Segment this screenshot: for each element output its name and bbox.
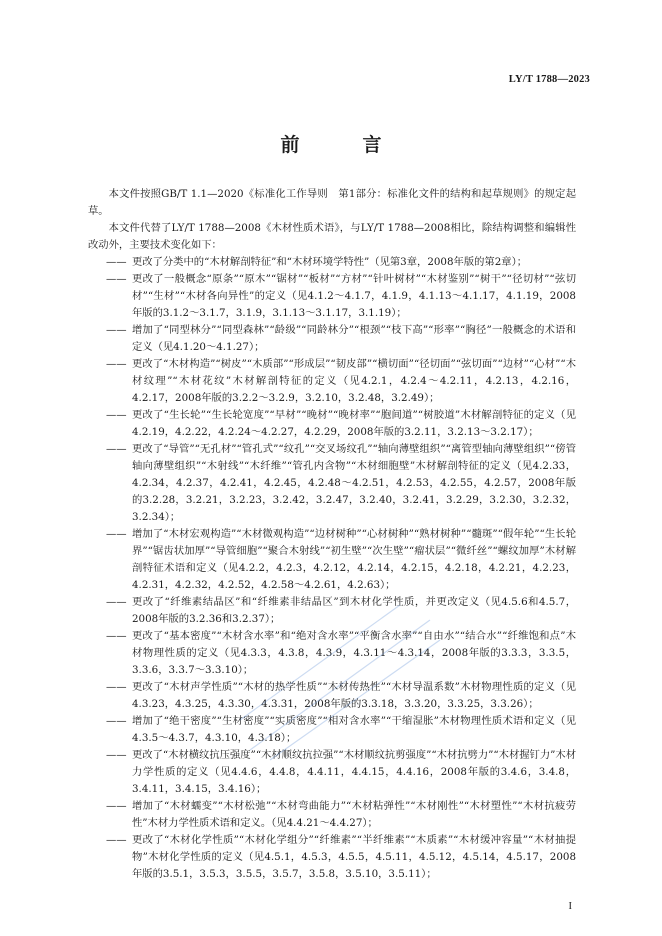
page-title: 前 言 [280, 134, 404, 156]
dash-marker: —— [106, 443, 127, 455]
dash-marker: —— [106, 834, 127, 846]
dash-marker: —— [106, 324, 127, 336]
dash-marker: —— [106, 749, 127, 761]
change-item [88, 356, 576, 407]
change-item-text: 更改了一般概念“原条”“原木”“锯材”“板材”“方材”“针叶树材”“木材鉴别”“树干”“径切材”“弦切材”“生材”“木材各向异性”的定义（见4.1.2～4.1.7，4.1.9，4.1.13～4.1.17，4.1.19，2008年版的3.1.2～3.1.7，3.1.9，3.1.13～3.1.17，3.1.19）； [132, 273, 576, 319]
change-item [88, 526, 576, 594]
dash-marker: —— [106, 528, 127, 540]
change-item-text: 增加了“同型林分”“同型森林”“龄级”“同龄林分”“根颈”“枝下高”“形率”“胸径”一般概念的术语和定义（见4.1.20～4.1.27）； [132, 324, 576, 353]
change-item [88, 832, 576, 883]
change-item [88, 254, 576, 271]
change-item [88, 713, 576, 747]
dash-marker: —— [106, 715, 127, 727]
change-item [88, 441, 576, 526]
change-item [88, 798, 576, 832]
dash-marker: —— [106, 409, 127, 421]
change-item-text: 更改了“导管”“无孔材”“管孔式”“纹孔”“交叉场纹孔”“轴向薄壁组织”“离管型轴向薄壁组织”“傍管轴向薄壁组织”“木射线”“木纤维”“管孔内含物”“木材细胞壁”木材解剖特征的定义（见4.2.33，4.2.34，4.2.37，4.2.41，4.2.45，4.2.48～4.2.51，4.2.53，4.2.55，4.2.57，2008年版的3.2.28，3.2.21，3.2.23，3.2.42，3.2.47，3.2.40，3.2.41，3.2.29，3.2.30，3.2.32，3.2.34）； [132, 443, 576, 523]
change-item-text: 更改了“木材化学性质”“木材化学组分”“纤维素”“半纤维素”“木质素”“木材缓冲容量”“木材抽提物”木材化学性质的定义（见4.5.1，4.5.3，4.5.5，4.5.11，4.5.12，4.5.14，4.5.17，2008年版的3.5.1，3.5.3，3.5.5，3.5.7，3.5.8，3.5.10，3.5.11）； [132, 834, 576, 880]
change-item [88, 271, 576, 322]
change-item-text: 更改了“木材横纹抗压强度”“木材顺纹抗拉强”“木材顺纹抗剪强度”“木材抗劈力”“木材握钉力”木材力学性质的定义（见4.4.6，4.4.8，4.4.11，4.4.15，4.4.16，2008年版的3.4.6，3.4.8，3.4.11，3.4.15，3.4.16）； [132, 749, 576, 795]
dash-marker: —— [106, 273, 127, 285]
dash-marker: —— [106, 596, 127, 608]
change-item [88, 594, 576, 628]
change-item-text: 更改了“生长轮”“生长轮宽度”“早材”“晚材”“晚材率”“胞间道”“树胶道”木材解剖特征的定义（见4.2.19，4.2.22，4.2.24～4.2.27，4.2.29，2008年版的3.2.11，3.2.13～3.2.17）； [132, 409, 576, 438]
foreword-body [88, 186, 576, 883]
change-item [88, 628, 576, 679]
change-item-text: 增加了“木材蠕变”“木材松弛”“木材弯曲能力”“木材粘弹性”“木材刚性”“木材塑性”“木材抗疲劳性”木材力学性质术语和定义。（见4.4.21～4.4.27）； [132, 800, 576, 829]
change-item-text: 更改了“基本密度”“木材含水率”和“绝对含水率”“平衡含水率”“自由水”“结合水”“纤维饱和点”木材物理性质的定义（见4.3.3，4.3.8，4.3.9，4.3.11～4.3.14，2008年版的3.3.3，3.3.5，3.3.6，3.3.7～3.3.10）； [132, 630, 576, 676]
change-item [88, 747, 576, 798]
change-item-text: 增加了“绝干密度”“生材密度”“实质密度”“相对含水率”“干缩湿胀”木材物理性质术语和定义（见4.3.5～4.3.7，4.3.10，4.3.18）； [132, 715, 576, 744]
page-number: I [568, 901, 572, 912]
change-item-text: 增加了“木材宏观构造”“木材微观构造”“边材树种”“心材树种”“熟材树种”“髓斑”“假年轮”“生长轮界”“锯齿状加厚”“导管细胞”“聚合木射线”“初生壁”“次生壁”“瘤状层”“微纤丝”“螺纹加厚”木材解剖特征术语和定义（见4.2.2，4.2.3，4.2.12，4.2.14，4.2.15，4.2.18，4.2.21，4.2.23，4.2.31，4.2.32，4.2.52，4.2.58～4.2.61，4.2.63）； [132, 528, 576, 591]
change-list [88, 254, 576, 883]
change-item-text: 更改了“木材声学性质”“木材的热学性质”“木材传热性”“木材导温系数”木材物理性质的定义（见4.3.23，4.3.25，4.3.30，4.3.31，2008年版的3.3.18，3.3.20，3.3.25，3.3.26）； [132, 681, 576, 710]
change-item [88, 679, 576, 713]
dash-marker: —— [106, 681, 127, 693]
change-item-text: 更改了“纤维素结晶区”和“纤维素非结晶区”到木材化学性质，并更改定义（见4.5.6和4.5.7，2008年版的3.2.36和3.2.37）； [132, 596, 576, 625]
change-item [88, 407, 576, 441]
dash-marker: —— [106, 630, 127, 642]
change-item-text: 更改了分类中的“木材解剖特征”和“木材环境学特性”（见第3章，2008年版的第2章）； [132, 256, 528, 268]
dash-marker: —— [106, 358, 127, 370]
standard-code: LY/T 1788—2023 [508, 74, 590, 85]
change-item-text: 更改了“木材构造”“树皮”“木质部”“形成层”“韧皮部”“横切面”“径切面”“弦切面”“边材”“心材”“木材纹理”“木材花纹”木材解剖特征的定义（见4.2.1，4.2.4～4.2.11，4.2.13，4.2.16，4.2.17，2008年版的3.2.2～3.2.9，3.2.10，3.2.48，3.2.49）； [132, 358, 576, 404]
intro-paragraph-2: 本文件代替了LY/T 1788—2008《木材性质术语》，与LY/T 1788—2008相比，除结构调整和编辑性改动外，主要技术变化如下： [88, 222, 576, 251]
dash-marker: —— [106, 800, 127, 812]
dash-marker: —— [106, 256, 127, 268]
intro-paragraph-1: 本文件按照GB/T 1.1—2020《标准化工作导则 第1部分：标准化文件的结构和起草规则》的规定起草。 [88, 188, 576, 217]
change-item [88, 322, 576, 356]
